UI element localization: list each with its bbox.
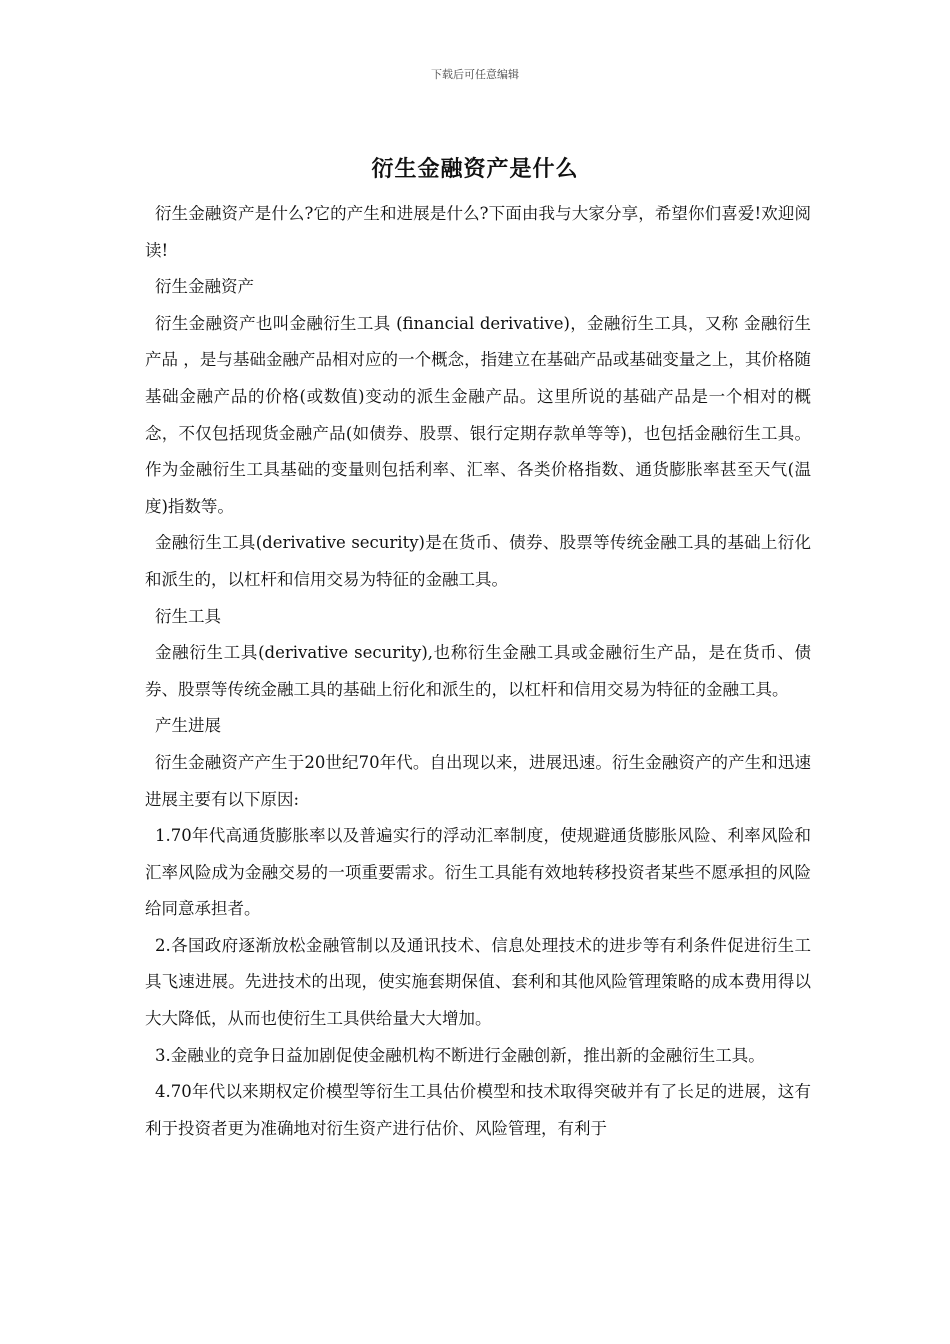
- list-item-reason-1: 1.70年代高通货膨胀率以及普遍实行的浮动汇率制度，使规避通货膨胀风险、利率风险和汇率风险成为金融交易的一项重要需求。衍生工具能有效地转移投资者某些不愿承担的风险给同意承担者。: [145, 826, 811, 919]
- document-body: [145, 196, 811, 1147]
- paragraph-intro: 衍生金融资产是什么?它的产生和进展是什么?下面由我与大家分享，希望你们喜爱!欢迎阅读!: [145, 204, 811, 260]
- list-item-reason-3: 3.金融业的竞争日益加剧促使金融机构不断进行金融创新，推出新的金融衍生工具。: [155, 1045, 765, 1065]
- document-title: 衍生金融资产是什么: [371, 157, 579, 182]
- list-item-reason-4: 4.70年代以来期权定价模型等衍生工具估价模型和技术取得突破并有了长足的进展，这有利于投资者更为准确地对衍生资产进行估价、风险管理，有利于: [145, 1082, 811, 1138]
- paragraph-definition: 衍生金融资产也叫金融衍生工具 (financial derivative)，金融衍生工具，又称 金融衍生产品 ，是与基础金融产品相对应的一个概念，指建立在基础产品或基础变量之上，其价格随基础金融产品的价格(或数值)变动的派生金融产品。这里所说的基础产品是一个相对的概念，不仅包括现货金融产品(如债券、股票、银行定期存款单等等)，也包括金融衍生工具。作为金融衍生工具基础的变量则包括利率、汇率、各类价格指数、通货膨胀率甚至天气(温度)指数等。: [145, 313, 811, 516]
- paragraph-origin: 衍生金融资产产生于20世纪70年代。自出现以来，进展迅速。衍生金融资产的产生和迅速进展主要有以下原因:: [145, 752, 811, 809]
- paragraph-derivative-security: 金融衍生工具(derivative security)是在货币、债券、股票等传统金融工具的基础上衍化和派生的，以杠杆和信用交易为特征的金融工具。: [145, 533, 811, 589]
- section-heading: 衍生工具: [155, 606, 221, 626]
- section-heading: 产生进展: [155, 716, 221, 736]
- list-item-reason-2: 2.各国政府逐渐放松金融管制以及通讯技术、信息处理技术的进步等有利条件促进衍生工具飞速进展。先进技术的出现，使实施套期保值、套利和其他风险管理策略的成本费用得以大大降低，从而也使衍生工具供给量大大增加。: [145, 935, 811, 1029]
- header-note: 下载后可任意编辑: [431, 68, 519, 81]
- paragraph-derivative-tools: 金融衍生工具(derivative security),也称衍生金融工具或金融衍生产品，是在货币、债券、股票等传统金融工具的基础上衍化和派生的，以杠杆和信用交易为特征的金融工具。: [145, 643, 811, 699]
- section-heading: 衍生金融资产: [155, 277, 254, 297]
